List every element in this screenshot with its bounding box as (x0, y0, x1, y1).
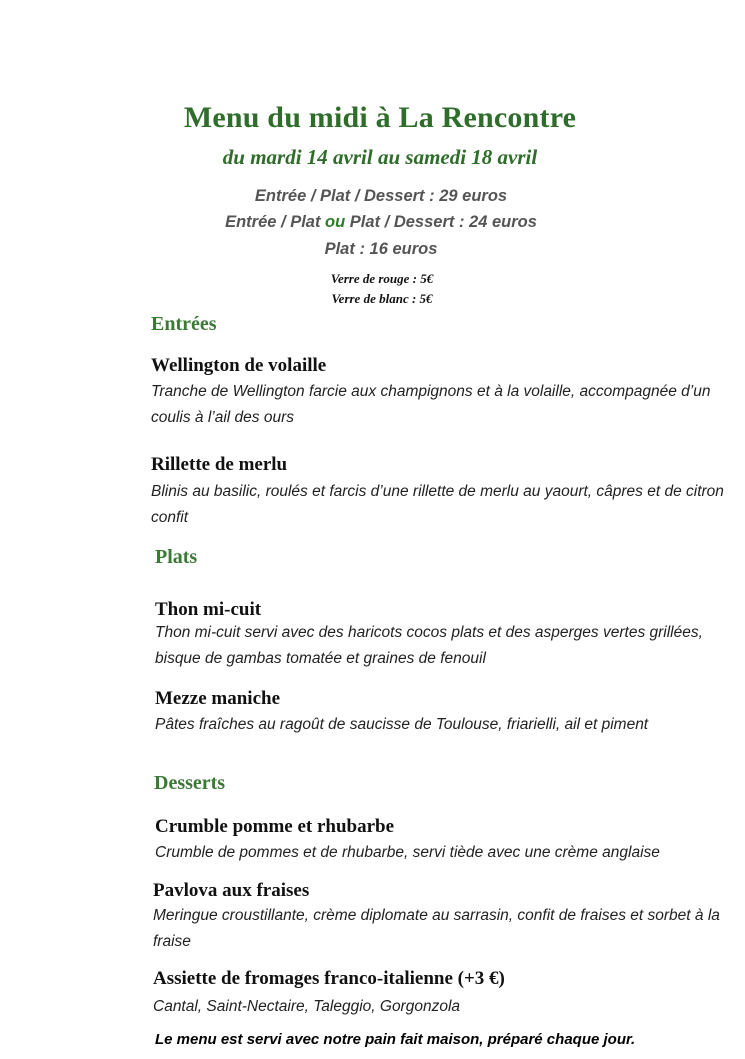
dish-name: Thon mi-cuit (155, 599, 262, 620)
price-or-word: ou (325, 213, 346, 231)
price-two-courses-part2: Plat / Dessert : 24 euros (345, 213, 537, 231)
dish-description: Crumble de pommes et de rhubarbe, servi tiède avec une crème anglaise (155, 844, 660, 861)
section-title-plats: Plats (155, 546, 198, 568)
menu-title: Menu du midi à La Rencontre (183, 101, 577, 134)
dish-name: Wellington de volaille (151, 355, 327, 376)
price-two-courses-part1: Entrée / Plat (225, 213, 326, 231)
dish-name: Assiette de fromages franco-italienne (+3 €) (153, 968, 505, 989)
dish-description: Meringue croustillante, crème diplomate au sarrasin, confit de fraises et sorbet à la fraise (153, 907, 720, 950)
dish-description: Blinis au basilic, roulés et farcis d’une rillette de merlu au yaourt, câpres et de citron confit (151, 483, 724, 526)
dish-name: Crumble pomme et rhubarbe (155, 816, 395, 837)
dish-description: Pâtes fraîches au ragoût de saucisse de Toulouse, friarielli, ail et piment (155, 716, 649, 733)
price-full-menu: Entrée / Plat / Dessert : 29 euros (254, 187, 508, 205)
footer-bread-note: Le menu est servi avec notre pain fait maison, préparé chaque jour. (155, 1031, 636, 1048)
wine-red-price: Verre de rouge : 5€ (330, 271, 434, 286)
dish-description: Cantal, Saint-Nectaire, Taleggio, Gorgonzola (153, 998, 461, 1015)
dish-description: Tranche de Wellington farcie aux champignons et à la volaille, accompagnée d’un coulis à l’ail des ours (151, 383, 711, 426)
menu-dates: du mardi 14 avril au samedi 18 avril (222, 145, 538, 169)
dish-name: Rillette de merlu (151, 454, 288, 475)
dish-name: Mezze maniche (155, 688, 281, 709)
dish-name: Pavlova aux fraises (153, 880, 310, 901)
price-main-only: Plat : 16 euros (324, 240, 438, 258)
price-two-courses (0, 213, 745, 232)
section-title-entrees: Entrées (151, 313, 217, 335)
wine-white-price: Verre de blanc : 5€ (331, 291, 433, 306)
dish-description: Thon mi-cuit servi avec des haricots cocos plats et des asperges vertes grillées, bisque de gambas tomatée et graines de fenouil (155, 624, 703, 667)
section-title-desserts: Desserts (154, 772, 226, 794)
